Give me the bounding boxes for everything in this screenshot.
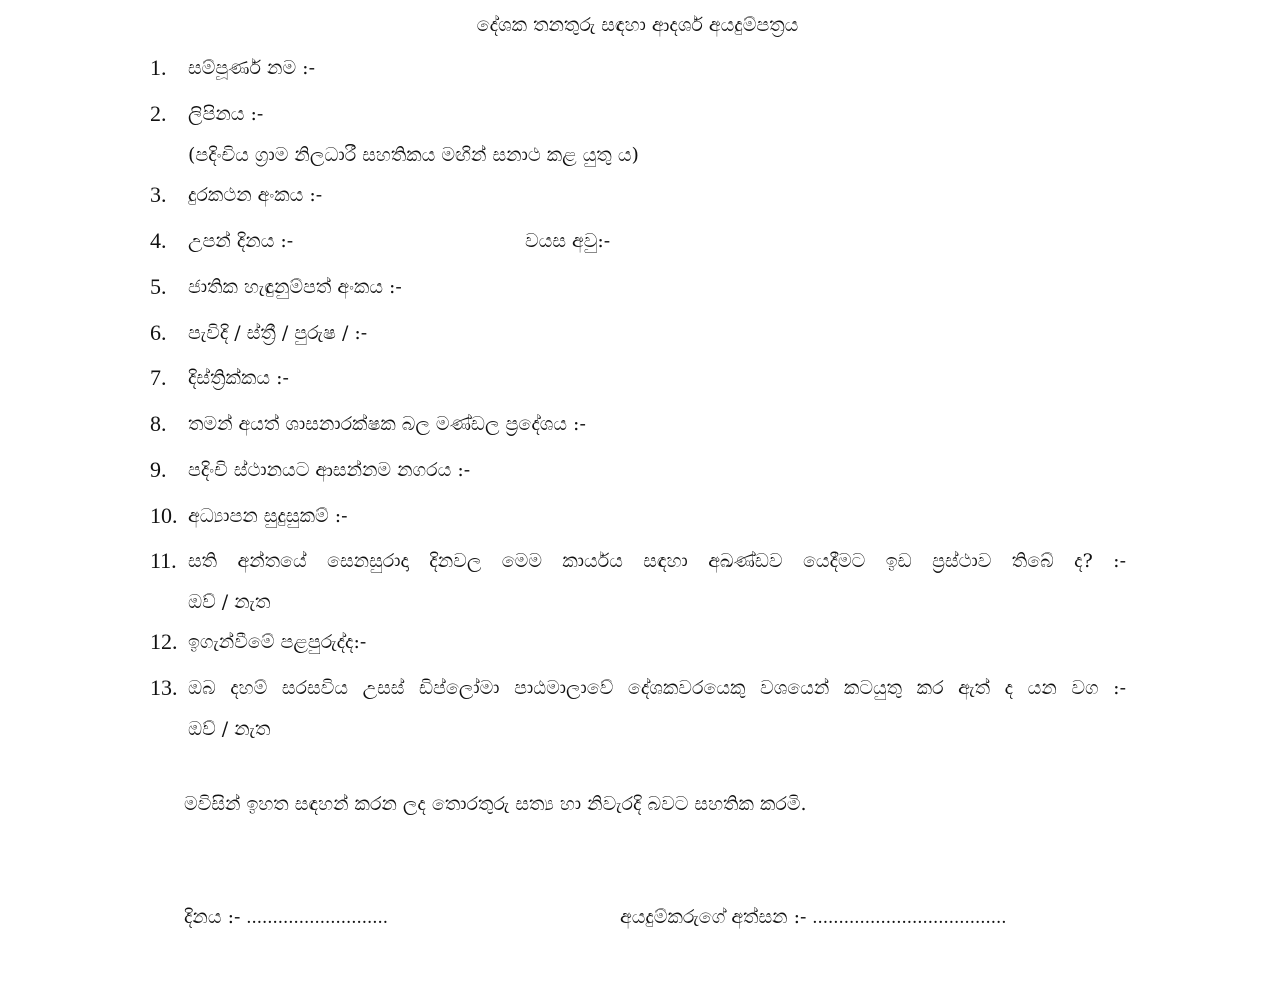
signature-label: අයදුම්කරුගේ අත්සන :- <box>620 906 807 928</box>
item-label: පැවිදි / ස්ත්‍රී / පුරුෂ / :- <box>188 322 368 344</box>
item-label: ඔබ දහම් සරසවිය උසස් ඩිප්ලෝමා පාඨමාලාවේ දේශකවරයෙකු වශයෙන් කටයුතු කර ඇත් ද යන වග :- <box>188 677 1126 699</box>
item-label: සම්පූර්ණ නම :- <box>188 57 315 79</box>
item-label: දුරකථන අංකය :- <box>188 184 323 206</box>
item-label: දිස්ත්‍රික්කය :- <box>188 367 289 389</box>
form-title: දේශක තනතුරු සඳහා ආදර්ශ අයදුම්පත්‍රය <box>476 14 799 36</box>
item-number: 4. <box>150 228 167 253</box>
item-number: 11. <box>150 548 177 573</box>
item-label: උපන් දිනය :- <box>188 230 294 252</box>
item-number: 9. <box>150 457 167 482</box>
item-label: ජාතික හැඳුනුම්පත් අංකය :- <box>188 276 402 298</box>
address-note: (පදිංචිය ග්‍රාම නිලධාරී සහතිකය මඟින් සනාථ කළ යුතු ය) <box>188 144 639 166</box>
item-number: 1. <box>150 55 167 80</box>
item-label: තමන් අයත් ශාසනාරක්ෂක බල මණ්ඩල ප්‍රදේශය :- <box>188 413 586 435</box>
yes-no-option: ඔව් / නැත <box>188 591 271 613</box>
item-number: 6. <box>150 320 167 345</box>
certification-statement: මවිසින් ඉහත සඳහන් කරන ලද තොරතුරු සත්‍ය හා නිවැරදි බවට සහතික කරමි. <box>184 793 807 815</box>
item-label: සති අන්තයේ සෙනසුරාදා දිනවල මෙම කාර්යය සඳහා අඛණ්ඩව යෙදීමට ඉඩ ප්‍රස්ථාව තිබේ ද? :- <box>188 550 1126 572</box>
signature-dotted-line: ..................................... <box>812 907 1007 928</box>
signature-field <box>620 904 1007 931</box>
item-number: 10. <box>150 503 178 528</box>
date-dotted-line: ........................... <box>246 907 389 928</box>
item-label: ඉගැන්වීමේ පළපුරුද්ද:- <box>188 631 367 653</box>
item-number: 8. <box>150 411 167 436</box>
item-number: 12. <box>150 629 178 654</box>
item-number: 3. <box>150 182 167 207</box>
yes-no-option: ඔව් / නැත <box>188 718 271 740</box>
item-number: 5. <box>150 274 167 299</box>
item-number: 13. <box>150 675 178 700</box>
age-label: වයස අවු:- <box>525 230 611 252</box>
item-number: 2. <box>150 101 167 126</box>
item-label: ලිපිනය :- <box>188 103 264 125</box>
date-label: දිනය :- <box>184 906 241 928</box>
item-label: අධ්‍යාපන සුදුසුකම් :- <box>188 505 348 527</box>
date-field <box>184 904 388 931</box>
item-label: පදිංචි ස්ථානයට ආසන්නම නගරය :- <box>188 459 471 481</box>
item-number: 7. <box>150 365 167 390</box>
